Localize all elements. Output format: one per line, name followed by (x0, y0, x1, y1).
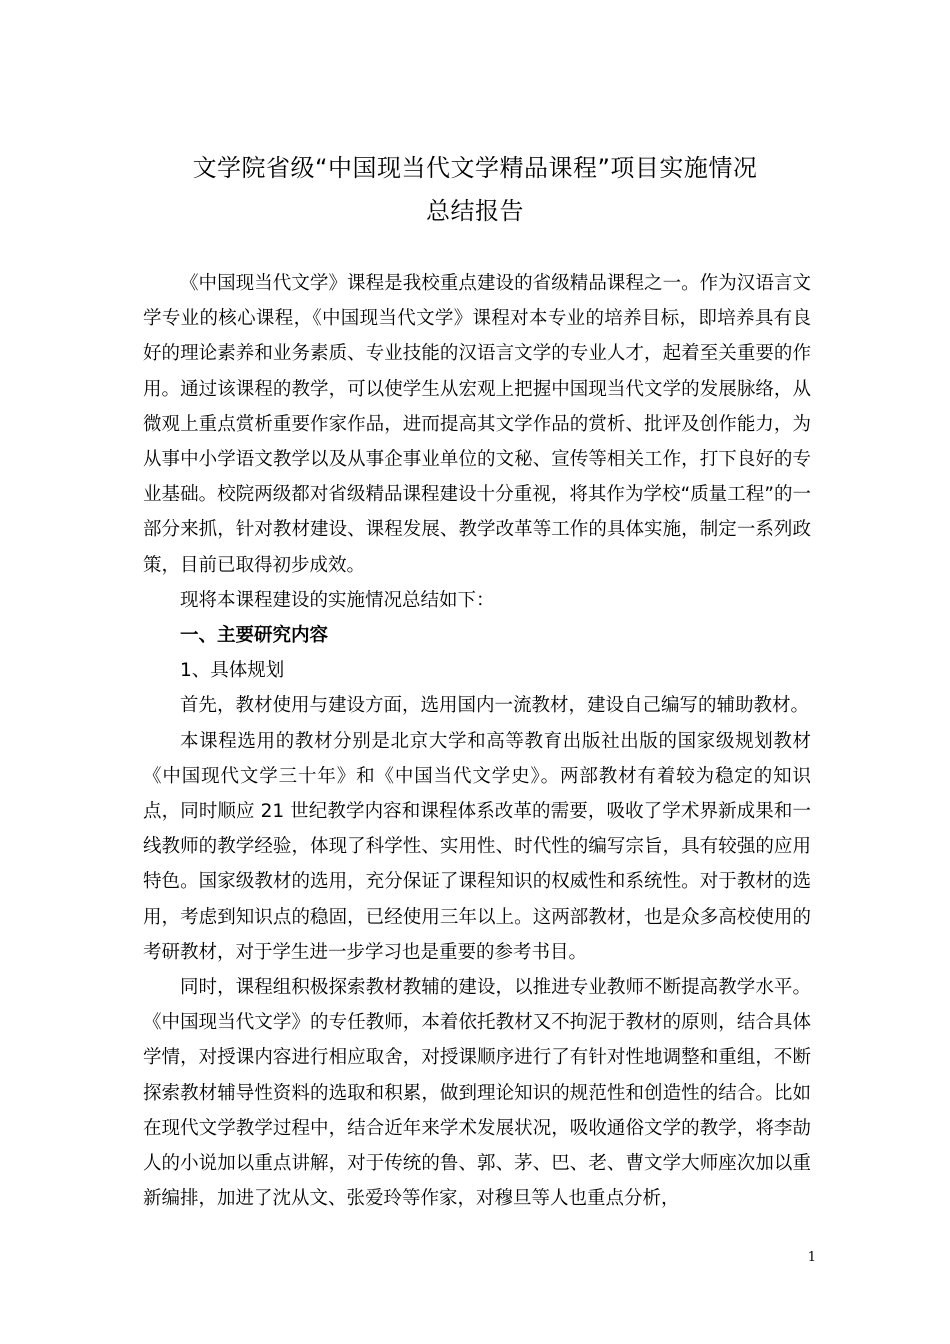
report-title-line-2: 总结报告 (426, 197, 524, 225)
supplementary-materials-paragraph: 同时，课程组积极探索教材教辅的建设，以推进专业教师不断提高教学水平。《中国现当代文学》的专任教师，本着依托教材又不拘泥于教材的原则，结合具体学情，对授课内容进行相应取舍，对授课顺序进行了有针对性地调整和重组，不断探索教材辅导性资料的选取和积累，做到理论知识的规范性和创造性的结合。比如在现代文学教学过程中，结合近年来学术发展状况，吸收通俗文学的教学，将李劼人的小说加以重点讲解，对于传统的鲁、郭、茅、巴、老、曹文学大师座次加以重新编排，加进了沈从文、张爱玲等作家，对穆旦等人也重点分析， (143, 977, 811, 1210)
summary-lead-paragraph: 现将本课程建设的实施情况总结如下： (180, 589, 495, 611)
report-body (143, 266, 811, 1216)
page-number: 1 (807, 1250, 816, 1265)
intro-paragraph: 《中国现当代文学》课程是我校重点建设的省级精品课程之一。作为汉语言文学专业的核心课程，《中国现当代文学》课程对本专业的培养目标，即培养具有良好的理论素养和业务素质、专业技能的汉语言文学的专业人才，起着至关重要的作用。通过该课程的教学，可以使学生从宏观上把握中国现当代文学的发展脉络，从微观上重点赏析重要作家作品，进而提高其文学作品的赏析、批评及创作能力，为从事中小学语文教学以及从事企事业单位的文秘、宣传等相关工作，打下良好的专业基础。校院两级都对省级精品课程建设十分重视，将其作为学校“质量工程”的一部分来抓，针对教材建设、课程发展、教学改革等工作的具体实施，制定一系列政策，目前已取得初步成效。 (143, 273, 811, 576)
report-title-line-1: 文学院省级“中国现当代文学精品课程”项目实施情况 (192, 154, 758, 182)
textbook-paragraph: 首先，教材使用与建设方面，选用国内一流教材，建设自己编写的辅助教材。 (180, 695, 810, 717)
textbook-selection-paragraph: 本课程选用的教材分别是北京大学和高等教育出版社出版的国家级规划教材《中国现代文学三十年》和《中国当代文学史》。两部教材有着较为稳定的知识点，同时顺应 21 世纪教学内容和课程体系改革的需要，吸收了学术界新成果和一线教师的教学经验，体现了科学性、实用性、时代性的编写宗旨，具有较强的应用特色。国家级教材的选用，充分保证了课程知识的权威性和系统性。对于教材的选用，考虑到知识点的稳固，已经使用三年以上。这两部教材，也是众多高校使用的考研教材，对于学生进一步学习也是重要的参考书目。 (143, 730, 811, 963)
section-heading: 一、主要研究内容 (180, 625, 329, 647)
subsection-heading: 1、具体规划 (180, 660, 285, 682)
